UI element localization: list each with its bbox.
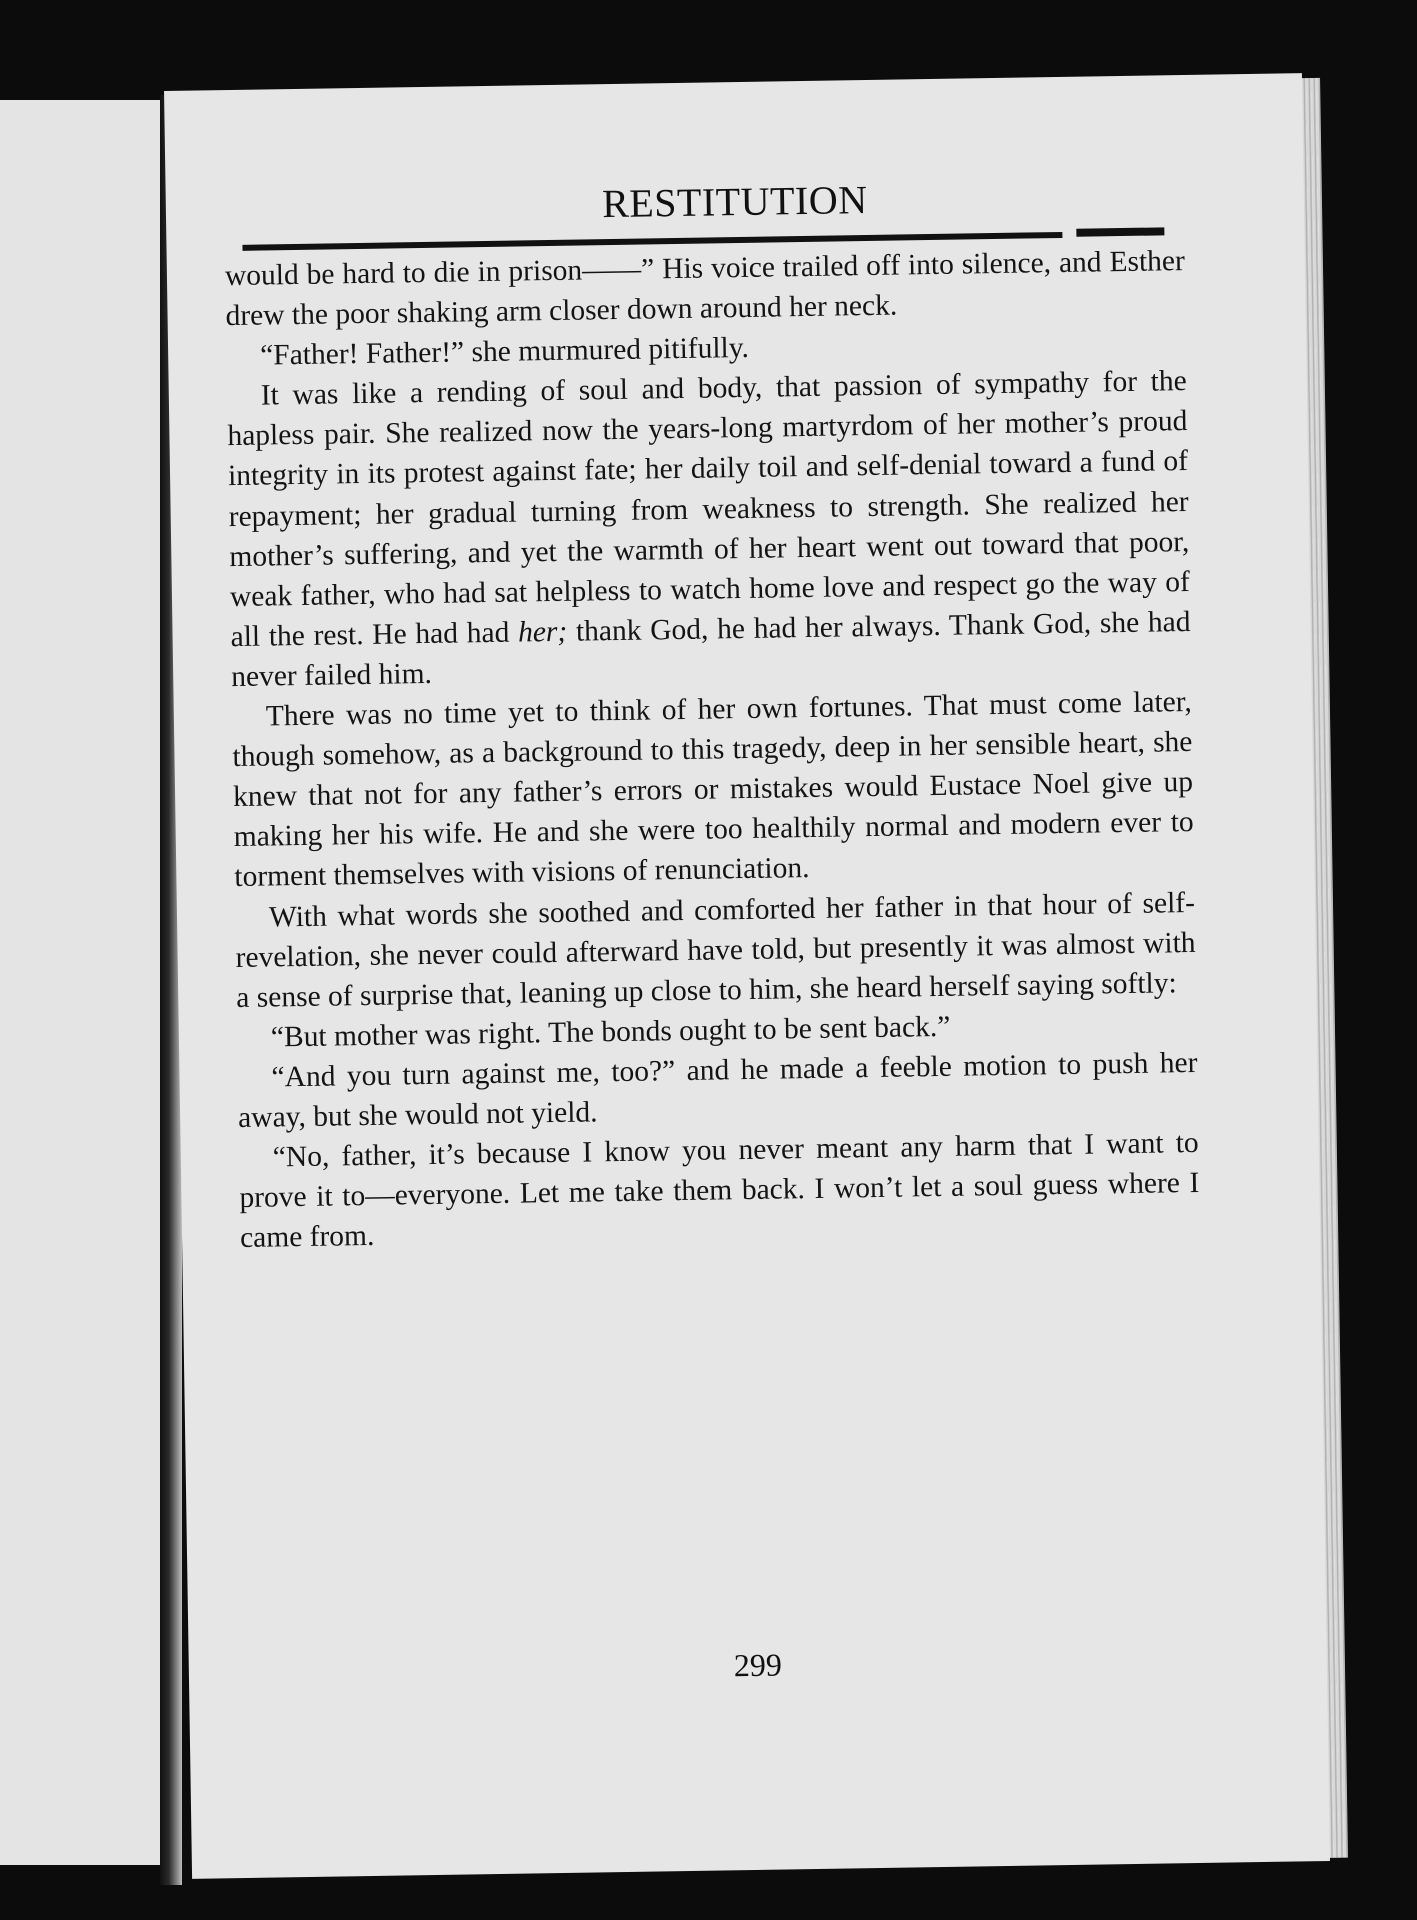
page-number: 299: [733, 1646, 783, 1684]
paragraph-4: There was no time yet to think of her own fortunes. That must come later, though somehow, as a background to this tragedy, deep in her sensible heart, she knew that not for any father’s errors or mistakes would Eustace Noel give up making her his wife. He and she were too healthily normal and modern ever to torment themselves with visions of renunciation.: [232, 686, 1194, 894]
paragraph-8: “No, father, it’s because I know you never meant any harm that I want to prove it to—everyone. Let me take them back. I won’t let a soul guess where I came from.: [239, 1126, 1200, 1255]
paragraph-3: It was like a rending of soul and body, that passion of sympathy for the hapless pair. She realized now the years-long martyrdom of her mother’s proud integrity in its protest against fate; her daily toil and self-denial toward a fund of repayment; her gradual turning from weakness to strength. She realized her mother’s suffering, and yet the warmth of her heart went out toward that poor, weak father, who had sat helpless to watch home love and respect go the way of all the rest. He had had her; thank God, he had her always. Thank God, she had never failed him.: [227, 365, 1191, 693]
left-page-edge: [0, 100, 164, 1865]
paragraph-5: With what words she soothed and comforted her father in that hour of self-revelation, she never could afterward have told, but presently it was almost with a sense of surprise that, leaning up close to him, she heard herself saying softly:: [235, 886, 1196, 1014]
running-head: RESTITUTION: [601, 177, 868, 227]
paragraph-7: “And you turn against me, too?” and he made a feeble motion to push her away, but she would not yield.: [237, 1046, 1198, 1134]
header-rule-end: [1076, 227, 1164, 236]
emphasis-her: her;: [517, 615, 568, 649]
paragraph-6: “But mother was right. The bonds ought to be sent back.”: [270, 1010, 951, 1054]
body-text: [225, 241, 1201, 1258]
paragraph-2: “Father! Father!” she murmured pitifully.: [259, 332, 750, 372]
book-page: [164, 73, 1330, 1879]
paragraph-1: would be hard to die in prison——” His voice trailed off into silence, and Esther drew the poor shaking arm closer down around her neck.: [224, 245, 1186, 333]
